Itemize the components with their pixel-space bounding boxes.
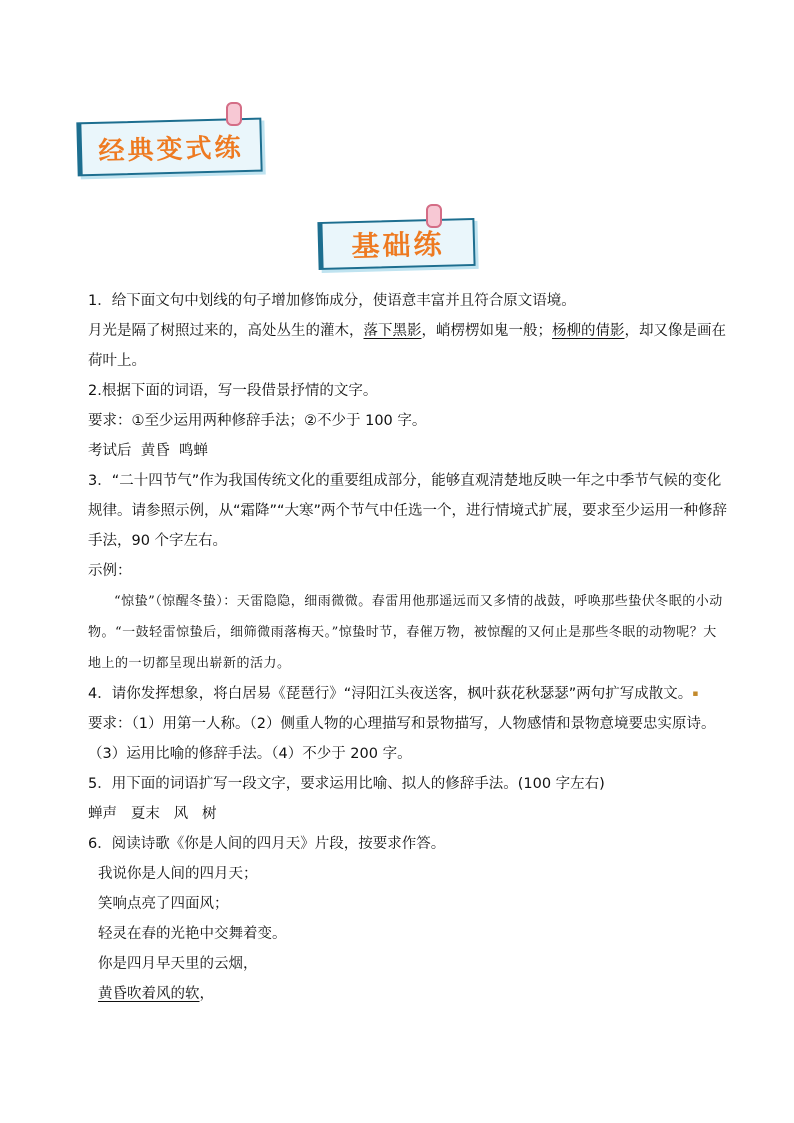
- poem-line: 我说你是人间的四月天；: [98, 866, 258, 882]
- question-5-words: 蝉声 夏末 风 树: [88, 806, 217, 822]
- section-title: 经典变式练: [98, 132, 244, 167]
- poem-line: [88, 979, 728, 1009]
- example-label: 示例：: [88, 563, 132, 579]
- passage-text: ，却又像是画在荷叶上。: [88, 323, 726, 369]
- underlined-sentence: 杨柳的倩影: [552, 323, 625, 339]
- subsection-banner: [317, 218, 475, 270]
- question-1-stem: 1．给下面文句中划线的句子增加修饰成分，使语意丰富并且符合原文语境。: [88, 293, 576, 309]
- underlined-sentence: 落下黑影: [363, 323, 422, 339]
- poem-line: 笑响点亮了四面风；: [98, 896, 229, 912]
- poem-punctuation: ，: [199, 986, 214, 1002]
- poem-line: 你是四月早天里的云烟，: [98, 956, 258, 972]
- poem-line: 轻灵在春的光艳中交舞着变。: [98, 926, 287, 942]
- question-6-stem: 6．阅读诗歌《你是人间的四月天》片段，按要求作答。: [88, 836, 446, 852]
- question-2-requirement: 要求：①至少运用两种修辞手法；②不少于 100 字。: [88, 413, 427, 429]
- subsection-title: 基础练: [351, 227, 445, 264]
- exercise-content: [88, 286, 728, 1009]
- passage-text: ，峭楞楞如鬼一般；: [421, 323, 552, 339]
- question-2-words: 考试后 黄昏 鸣蝉: [88, 443, 208, 459]
- underlined-poem-line: 黄昏吹着风的软: [98, 986, 200, 1002]
- section-banner: [76, 118, 262, 177]
- question-1-passage: [88, 316, 728, 376]
- paper-clip-icon: [226, 102, 242, 126]
- question-2-stem: 2.根据下面的词语，写一段借景抒情的文字。: [88, 383, 378, 399]
- question-4-requirement: 要求：（1）用第一人称。（2）侧重人物的心理描写和景物描写，人物感情和景物意境要忠实原诗。（3）运用比喻的修辞手法。（4）不少于 200 字。: [88, 716, 716, 762]
- paper-clip-icon: [426, 204, 442, 228]
- question-4-text: 4．请你发挥想象，将白居易《琵琶行》“浔阳江头夜送客，枫叶荻花秋瑟瑟”两句扩写成散文。: [88, 686, 693, 702]
- passage-text: 月光是隔了树照过来的，高处丛生的灌木，: [88, 323, 364, 339]
- question-3-stem: 3．“二十四节气”作为我国传统文化的重要组成部分，能够直观清楚地反映一年之中季节气候的变化规律。请参照示例，从“霜降”“大寒”两个节气中任选一个，进行情境式扩展，要求至少运用一种修辞手法，90 个字左右。: [88, 473, 728, 549]
- example-text: “惊蛰”（惊醒冬蛰）：天雷隐隐，细雨微微。春雷用他那遥远而又多情的战鼓，呼唤那些蛰伏冬眠的小动物。“一鼓轻雷惊蛰后，细筛微雨落梅天。”惊蛰时节，春催万物，被惊醒的又何止是那些冬眠的动物呢？大地上的一切都呈现出崭新的活力。: [88, 594, 723, 671]
- question-5-stem: 5．用下面的词语扩写一段文字，要求运用比喻、拟人的修辞手法。(100 字左右): [88, 776, 605, 792]
- marker-icon: ▪: [692, 689, 699, 699]
- question-4-stem: [88, 679, 728, 709]
